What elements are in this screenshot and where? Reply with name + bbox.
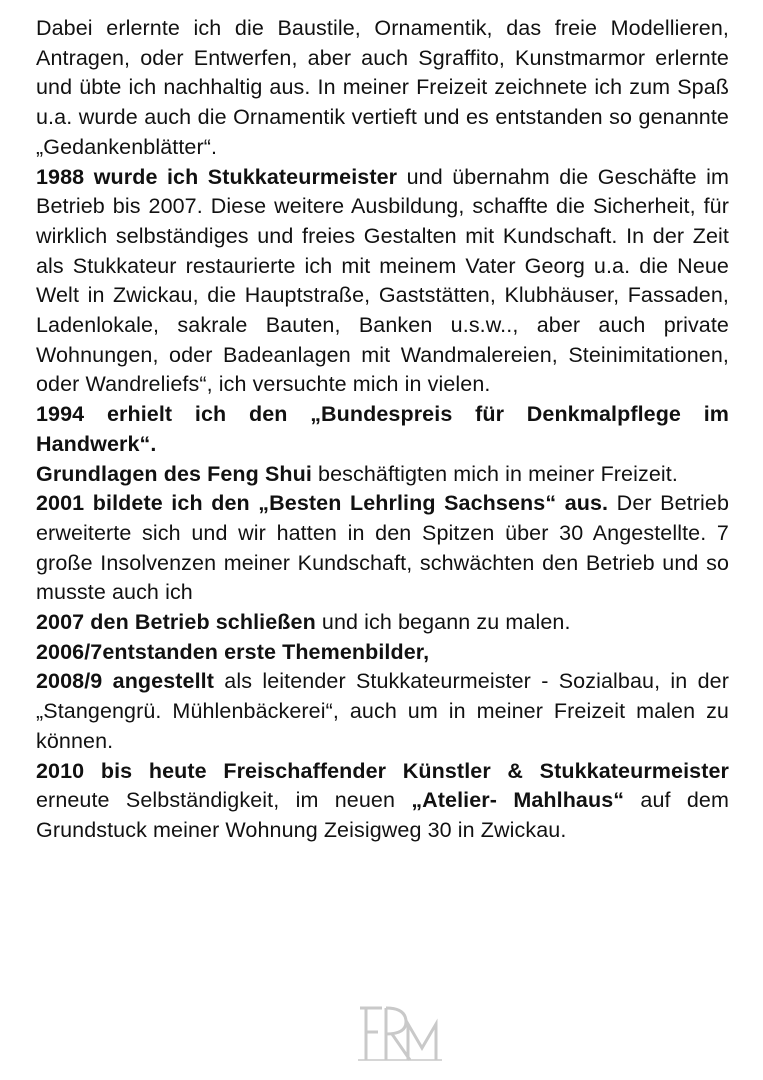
paragraph-2001 bbox=[36, 489, 729, 608]
paragraph-2008 bbox=[36, 667, 729, 756]
paragraph-1994 bbox=[36, 400, 729, 459]
monogram-logo-icon bbox=[352, 1002, 448, 1064]
paragraph-text: erneute Selbständigkeit, im neuen bbox=[36, 788, 412, 813]
paragraph-heading: 1988 wurde ich Stukkateurmeister bbox=[36, 164, 398, 189]
paragraph-2010 bbox=[36, 757, 729, 846]
paragraph-heading: 1994 erhielt ich den „Bundespreis für Denkmalpflege im Handwerk“. bbox=[36, 402, 729, 456]
paragraph-2007 bbox=[36, 608, 729, 638]
paragraph-heading: 2001 bildete ich den „Besten Lehrling Sachsens“ aus. bbox=[36, 491, 609, 516]
paragraph-text: und übernahm die Geschäfte im Betrieb bis 2007. Diese weitere Ausbildung, schaffte die Sicherheit, für wirklich selbständiges und freies Gestalten mit Kundschaft. In der Zeit als Stukkateur restaurierte ich mit meinem Vater Georg u.a. die Neue Welt in Zwickau, die Hauptstraße, Gaststätten, Klubhäuser, Fassaden, Ladenlokale, sakrale Bauten, Banken u.s.w.., aber auch private Wohnungen, oder Badeanlagen mit Wandmalereien, Steinimitationen, oder Wandreliefs“, ich versuchte mich in vielen. bbox=[36, 164, 729, 397]
paragraph-2006 bbox=[36, 638, 729, 668]
paragraph-heading: 2010 bis heute Freischaffender Künstler & Stukkateurmeister bbox=[36, 758, 729, 783]
paragraph-heading: 2008/9 angestellt bbox=[36, 669, 214, 694]
paragraph-text: beschäftigten mich in meiner Freizeit. bbox=[311, 461, 678, 486]
paragraph-heading: 2007 den Betrieb schließen bbox=[36, 610, 316, 635]
paragraph-1988 bbox=[36, 163, 729, 401]
paragraph-feng-shui bbox=[36, 460, 729, 490]
paragraph-text: Der Betrieb erweiterte sich und wir hatten in den Spitzen über 30 Angestellte. 7 große Insolvenzen meiner Kundschaft, schwächten den Betrieb und so musste auch ich bbox=[36, 491, 729, 605]
paragraph-text: auf dem Grundstuck meiner Wohnung Zeisigweg 30 in Zwickau. bbox=[36, 788, 729, 842]
paragraph-text: Dabei erlernte ich die Baustile, Ornamentik, das freie Modellieren, Antragen, oder Entwerfen, aber auch Sgraffito, Kunstmarmor erlernte und übte ich nachhaltig aus. In meiner Freizeit zeichnete ich zum Spaß u.a. wurde auch die Ornamentik vertieft und es entstanden so genannte „Gedankenblätter“. bbox=[36, 16, 729, 159]
document-body bbox=[36, 14, 729, 846]
paragraph-text: und ich begann zu malen. bbox=[315, 610, 571, 635]
paragraph-heading: Grundlagen des Feng Shui bbox=[36, 461, 312, 486]
paragraph-heading-atelier: „Atelier- Mahlhaus“ bbox=[411, 788, 625, 813]
paragraph-text: als leitender Stukkateurmeister - Sozialbau, in der „Stangengrü. Mühlenbäckerei“, auch um in meiner Freizeit malen zu können. bbox=[36, 669, 729, 753]
paragraph-training bbox=[36, 14, 729, 163]
paragraph-heading: 2006/7entstanden erste Themenbilder, bbox=[36, 639, 430, 664]
